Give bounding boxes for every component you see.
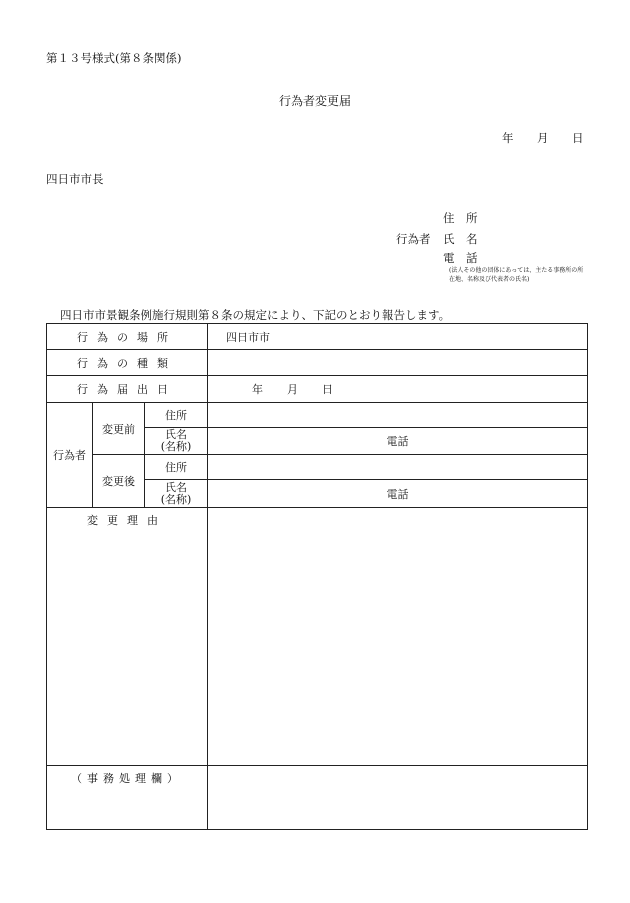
before-phone-label: 電話	[208, 428, 588, 455]
reason-value[interactable]	[208, 508, 588, 766]
before-name-label	[145, 428, 208, 455]
type-label: 行為の種類	[47, 350, 208, 376]
applicant-phone-label: 電 話	[443, 251, 478, 265]
before-label: 変更前	[93, 403, 145, 455]
reason-label: 変更理由	[47, 508, 208, 766]
notice-year-label: 年	[252, 383, 264, 396]
before-address-value[interactable]	[208, 403, 588, 428]
before-address-row	[47, 403, 588, 428]
type-value[interactable]	[208, 350, 588, 376]
report-table	[46, 323, 588, 830]
date-day-label: 日	[572, 131, 584, 145]
notice-date-row	[47, 376, 588, 403]
before-address-label: 住所	[145, 403, 208, 428]
location-row	[47, 324, 588, 350]
corporation-note: (法人その他の団体にあっては、主たる事務所の所在地、名称及び代表者の氏名)	[449, 267, 584, 283]
applicant-address-label: 住 所	[443, 211, 478, 225]
notice-date-label: 行為届出日	[47, 376, 208, 403]
before-name-label-line2: (名称)	[160, 440, 192, 453]
notice-date-value[interactable]	[208, 376, 588, 403]
after-address-value[interactable]	[208, 455, 588, 480]
reason-row	[47, 508, 588, 766]
type-row	[47, 350, 588, 376]
office-value	[208, 766, 588, 830]
after-phone-label: 電話	[208, 480, 588, 508]
after-label: 変更後	[93, 455, 145, 508]
addressee: 四日市市長	[46, 172, 104, 186]
notice-month-label: 月	[287, 383, 299, 396]
office-row	[47, 766, 588, 830]
before-name-label-line1: 氏名	[165, 428, 188, 441]
applicant-name-label: 氏 名	[443, 232, 478, 246]
after-name-label-line1: 氏名	[165, 480, 188, 494]
document-title: 行為者変更届	[278, 94, 351, 108]
date-year-label: 年	[502, 131, 514, 145]
office-label: （事務処理欄）	[47, 766, 208, 830]
after-address-label: 住所	[145, 455, 208, 480]
intro-text: 四日市市景観条例施行規則第８条の規定により、下記のとおり報告します。	[60, 308, 451, 322]
location-value: 四日市市	[208, 324, 588, 350]
after-address-row	[47, 455, 588, 480]
form-number: 第１３号様式(第８条関係)	[46, 51, 182, 65]
location-label: 行為の場所	[47, 324, 208, 350]
actor-label: 行為者	[47, 403, 93, 508]
after-name-label	[145, 480, 208, 508]
applicant-prefix: 行為者	[396, 232, 431, 246]
date-month-label: 月	[537, 131, 549, 145]
after-name-label-line2: (名称)	[160, 492, 192, 506]
notice-day-label: 日	[322, 383, 334, 396]
